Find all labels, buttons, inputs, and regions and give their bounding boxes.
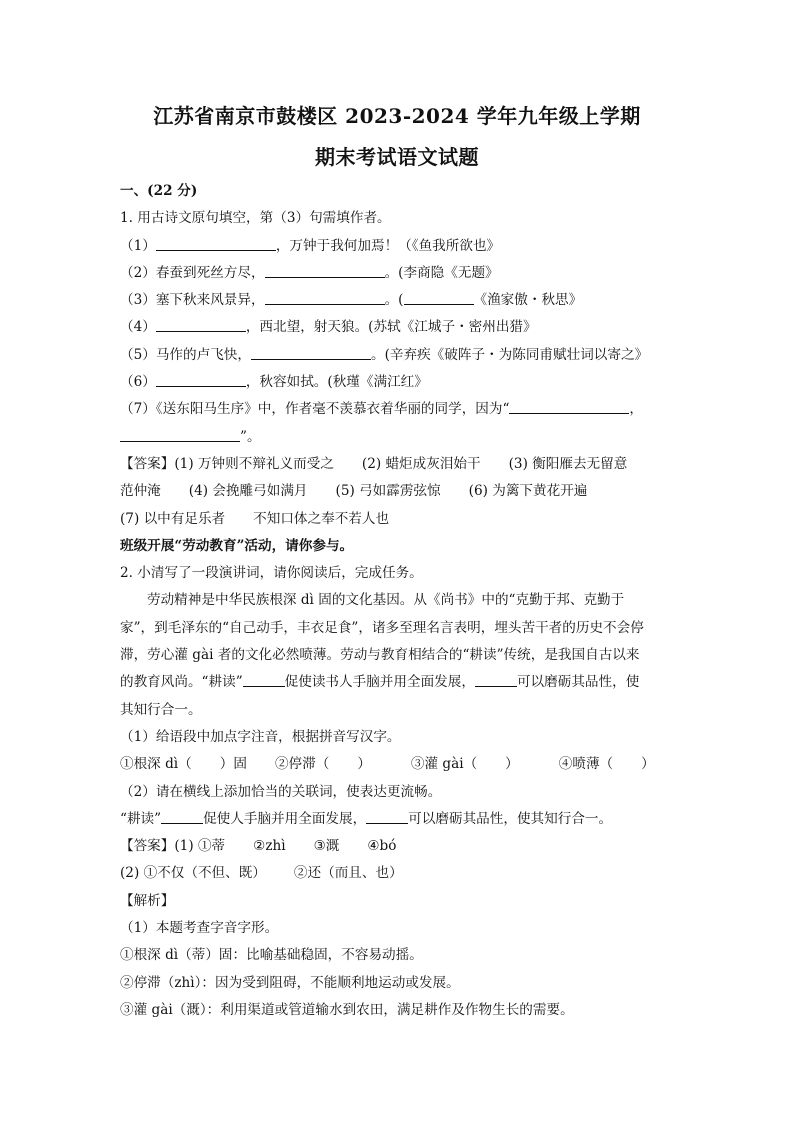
answer-2-part: (2) ①不仅（不但、既）	[120, 865, 266, 882]
q1-item-6-pre: （6）	[120, 374, 156, 391]
answer-1-part: (1) 万钟则不辩礼义而受之	[174, 455, 334, 472]
passage-blank-2[interactable]	[475, 672, 517, 687]
q1-item-6-post: ，秋容如拭。(秋瑾《满江红》	[245, 374, 428, 391]
passage-line: 家”，到毛泽东的“自己动手，丰衣足食”，诸多至理名言表明，埋头苦干者的历史不会停	[120, 619, 644, 636]
q1-item-1-pre: （1）	[120, 237, 156, 254]
answer-2-line2	[120, 860, 680, 887]
answer-1-line1	[120, 451, 680, 478]
task-2-sentence	[120, 806, 680, 833]
answer-1-part: (5) 弓如霹雳弦惊	[335, 483, 441, 500]
task-2: （2）请在横线上添加恰当的关联词，使表达更流畅。	[120, 783, 442, 800]
task-2-text: 可以磨砺其品性，使其知行合一。	[408, 810, 613, 827]
passage-line: 劳动精神是中华民族根深 dì 固的文化基因。从《尚书》中的“克勤于邦、克勤于	[147, 592, 625, 609]
q1-item-5-pre: （5）马作的卢飞快，	[120, 346, 251, 363]
task-1-item: ①根深 dì（	[120, 756, 192, 773]
q1-item-5-blank[interactable]	[251, 345, 371, 360]
q1-item-6-blank[interactable]	[156, 372, 246, 387]
task-1-item: ②停滞（	[274, 756, 330, 773]
q1-item-1-post: ，万钟于我何加焉！（《鱼我所欲也》	[275, 237, 501, 254]
task-2-text: 促使人手脑并用全面发展，	[203, 810, 367, 827]
task-1-item: ）	[641, 756, 655, 773]
passage-text: 促使读书人手脑并用全面发展，	[284, 674, 475, 691]
q1-item-2	[120, 260, 680, 287]
q1-item-3	[120, 287, 680, 314]
analysis-label: 【解析】	[120, 892, 175, 909]
answer-1-part: (7) 以中有足乐者	[120, 510, 226, 527]
answer-1-part: (6) 为篱下黄花开遍	[468, 483, 588, 500]
q1-item-7	[120, 396, 680, 423]
answer-1-line3	[120, 506, 680, 533]
q1-item-2-blank[interactable]	[265, 263, 385, 278]
answer-label: 【答案】	[120, 455, 175, 472]
passage-text: 可以磨砺其品性，使	[516, 674, 640, 691]
q1-item-5-post: 。(辛弃疾《破阵子・为陈同甫赋壮词以寄之》	[371, 346, 649, 363]
passage-line: 其知行合一。	[120, 701, 202, 718]
q1-item-7-blank-b[interactable]	[120, 427, 240, 442]
answer-2-part: ③溉	[313, 838, 340, 855]
question-2-stem: 2. 小清写了一段演讲词，请你阅读后，完成任务。	[120, 565, 423, 582]
q1-item-7-cont	[120, 424, 680, 451]
answer-1-part: (4) 会挽雕弓如满月	[188, 483, 308, 500]
answer-1-part: (3) 衡阳雁去无留意	[508, 455, 628, 472]
q1-item-2-pre: （2）春蚕到死丝方尽，	[120, 264, 265, 281]
q1-item-3-pre: （3）塞下秋来风景异，	[120, 292, 265, 309]
q1-item-3-post: 《渔家傲・秋思》	[473, 292, 583, 309]
analysis-line: （1）本题考查字音字形。	[120, 920, 279, 937]
task-2-blank-1[interactable]	[161, 809, 203, 824]
passage-line	[120, 669, 680, 696]
task-2-text: “耕读”	[120, 810, 162, 827]
task-1-item: ）	[505, 756, 519, 773]
answer-1-part: (2) 蜡炬成灰泪始干	[361, 455, 481, 472]
q1-item-7-text: （7）《送东阳马生序》中，作者毫不羡慕衣着华丽的同学，因为“	[120, 401, 510, 418]
q1-item-2-post: 。(李商隐《无题》	[384, 264, 499, 281]
exam-title-line1: 江苏省南京市鼓楼区 2023-2024 学年九年级上学期	[153, 104, 641, 128]
question-1-stem: 1. 用古诗文原句填空，第（3）句需填作者。	[120, 210, 391, 227]
answer-1-part: 范仲淹	[120, 483, 161, 500]
answer-2-line1	[120, 833, 680, 860]
q1-item-7-close: ”。	[240, 428, 261, 445]
q1-item-5	[120, 342, 680, 369]
answer-label: 【答案】	[120, 838, 175, 855]
analysis-line: ②停滞（zhì）：因为受到阻碍，不能顺利地运动或发展。	[120, 974, 460, 991]
answer-2-part: ④bó	[367, 838, 397, 855]
task-2-blank-2[interactable]	[366, 809, 408, 824]
answer-1-line2	[120, 478, 680, 505]
q1-item-1	[120, 233, 680, 260]
passage-text: 的教育风尚。“耕读”	[120, 674, 243, 691]
analysis-line: ③灌 gài（溉）：利用渠道或管道输水到农田，满足耕作及作物生长的需要。	[120, 1001, 574, 1018]
q1-item-3-blank[interactable]	[265, 290, 385, 305]
q1-item-3-mid: 。(	[384, 292, 404, 309]
activity-heading: 班级开展“劳动教育”活动，请你参与。	[120, 537, 354, 554]
passage-blank-1[interactable]	[243, 672, 285, 687]
exam-content	[120, 178, 680, 1024]
answer-2-part: ②zhì	[253, 838, 286, 855]
passage-line: 滞，劳心灌 gài 者的文化必然喷薄。劳动与教育相结合的“耕读”传统，是我国自古以来	[120, 647, 640, 664]
answer-1-part: 不知口体之奉不若人也	[253, 510, 390, 527]
q1-item-7-comma: ，	[629, 401, 644, 418]
task-1-item: ④喷薄（	[558, 756, 614, 773]
q1-item-7-blank-a[interactable]	[509, 399, 629, 414]
task-1-item: ）	[357, 756, 371, 773]
q1-item-4-blank[interactable]	[156, 317, 246, 332]
answer-2-part: ②还（而且、也）	[293, 865, 403, 882]
section-heading: 一、(22 分)	[120, 183, 198, 199]
task-1: （1）给语段中加点字注音，根据拼音写汉字。	[120, 728, 401, 745]
analysis-line: ①根深 dì（蒂）固：比喻基础稳固，不容易动摇。	[120, 947, 423, 964]
answer-2-part: (1) ①蒂	[174, 838, 226, 855]
q1-item-4	[120, 314, 680, 341]
q1-item-4-pre: （4）	[120, 319, 156, 336]
task-1-item: ③灌 gài（	[410, 756, 478, 773]
task-1-item: ）固	[219, 756, 247, 773]
q1-item-4-post: ，西北望，射天狼。(苏轼《江城子・密州出猎》	[245, 319, 537, 336]
q1-item-6	[120, 369, 680, 396]
q1-item-3-author-blank[interactable]	[404, 290, 474, 305]
q1-item-1-blank[interactable]	[156, 236, 276, 251]
exam-title-line2: 期末考试语文试题	[315, 145, 479, 169]
task-1-items	[120, 751, 680, 778]
